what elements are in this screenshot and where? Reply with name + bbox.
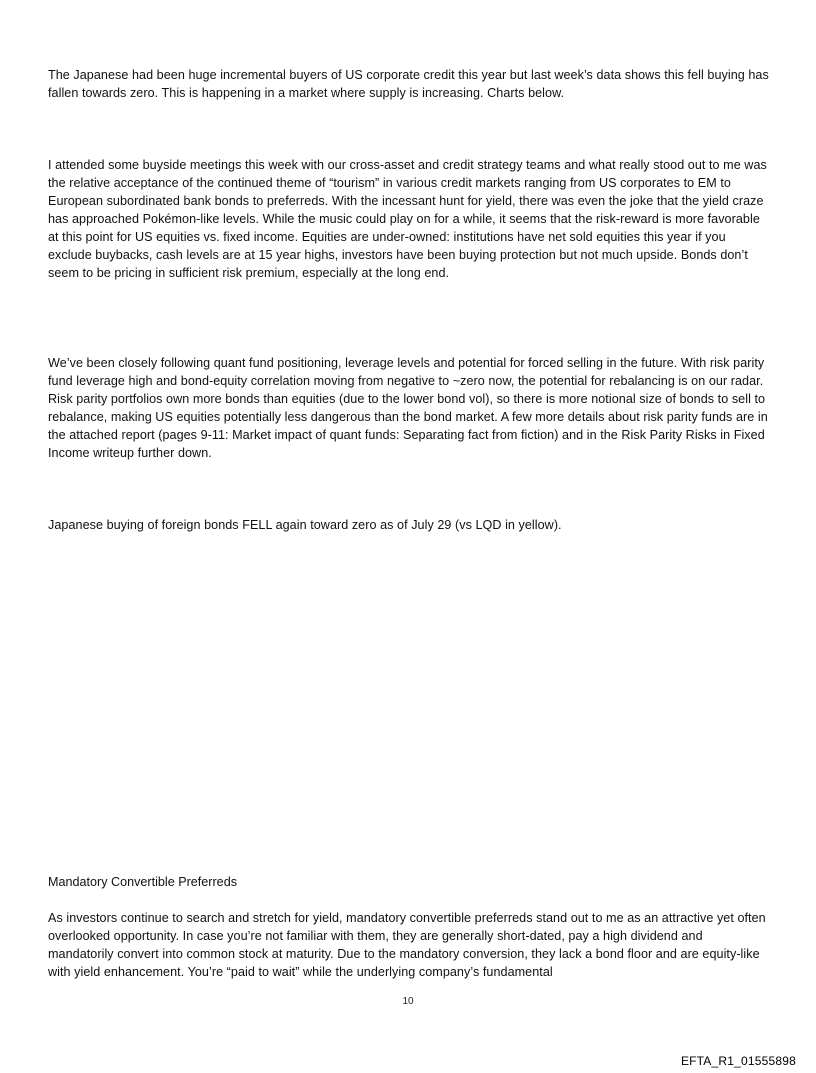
bates-number: EFTA_R1_01555898	[680, 1054, 796, 1068]
paragraph-japanese-buyers: The Japanese had been huge incremental buyers of US corporate credit this year but last week’s data shows this fell buying has fallen towards zero. This is happening in a market where supply is increasing. Charts below.	[48, 68, 769, 100]
paragraph-buyside-meetings: I attended some buyside meetings this week with our cross-asset and credit strategy teams and what really stood out to me was the relative acceptance of the continued theme of “tourism” in various credit markets ranging from US corporates to EM to European subordinated bank bonds to preferreds. With the incessant hunt for yield, there was even the joke that the yield craze has approached Pokémon-like levels. While the music could play on for a while, it seems that the risk-reward is more favorable at this point for US equities vs. fixed income. Equities are under-owned: institutions have net sold equities this year if you exclude buybacks, cash levels are at 15 year highs, investors have been buying protection but not much upside. Bonds don’t seem to be pricing in sufficient risk premium, especially at the long end.	[48, 158, 767, 280]
paragraph-mandatory-convertibles: As investors continue to search and stretch for yield, mandatory convertible preferreds stand out to me as an attractive yet often overlooked opportunity. In case you’re not familiar with them, they are generally short-dated, pay a high dividend and mandatorily convert into common stock at maturity. Due to the mandatory conversion, they lack a bond floor and are equity-like with yield enhancement. You’re “paid to wait” while the underlying company’s fundamental	[48, 911, 766, 979]
section-heading-mandatory-convertible-preferreds: Mandatory Convertible Preferreds	[48, 875, 237, 889]
page-number: 10	[402, 996, 414, 1007]
paragraph-quant-fund-positioning: We’ve been closely following quant fund positioning, leverage levels and potential for forced selling in the future. With risk parity fund leverage high and bond-equity correlation moving from negative to ~zero now, the potential for rebalancing is on our radar. Risk parity portfolios own more bonds than equities (due to the lower bond vol), so there is more notional size of bonds to sell to rebalance, making US equities potentially less dangerous than the bond market. A few more details about risk parity funds are in the attached report (pages 9-11: Market impact of quant funds: Separating fact from fiction) and in the Risk Parity Risks in Fixed Income writeup further down.	[48, 356, 768, 460]
paragraph-japanese-foreign-bonds: Japanese buying of foreign bonds FELL again toward zero as of July 29 (vs LQD in yellow).	[48, 518, 562, 532]
chart-placeholder-area	[48, 545, 770, 865]
